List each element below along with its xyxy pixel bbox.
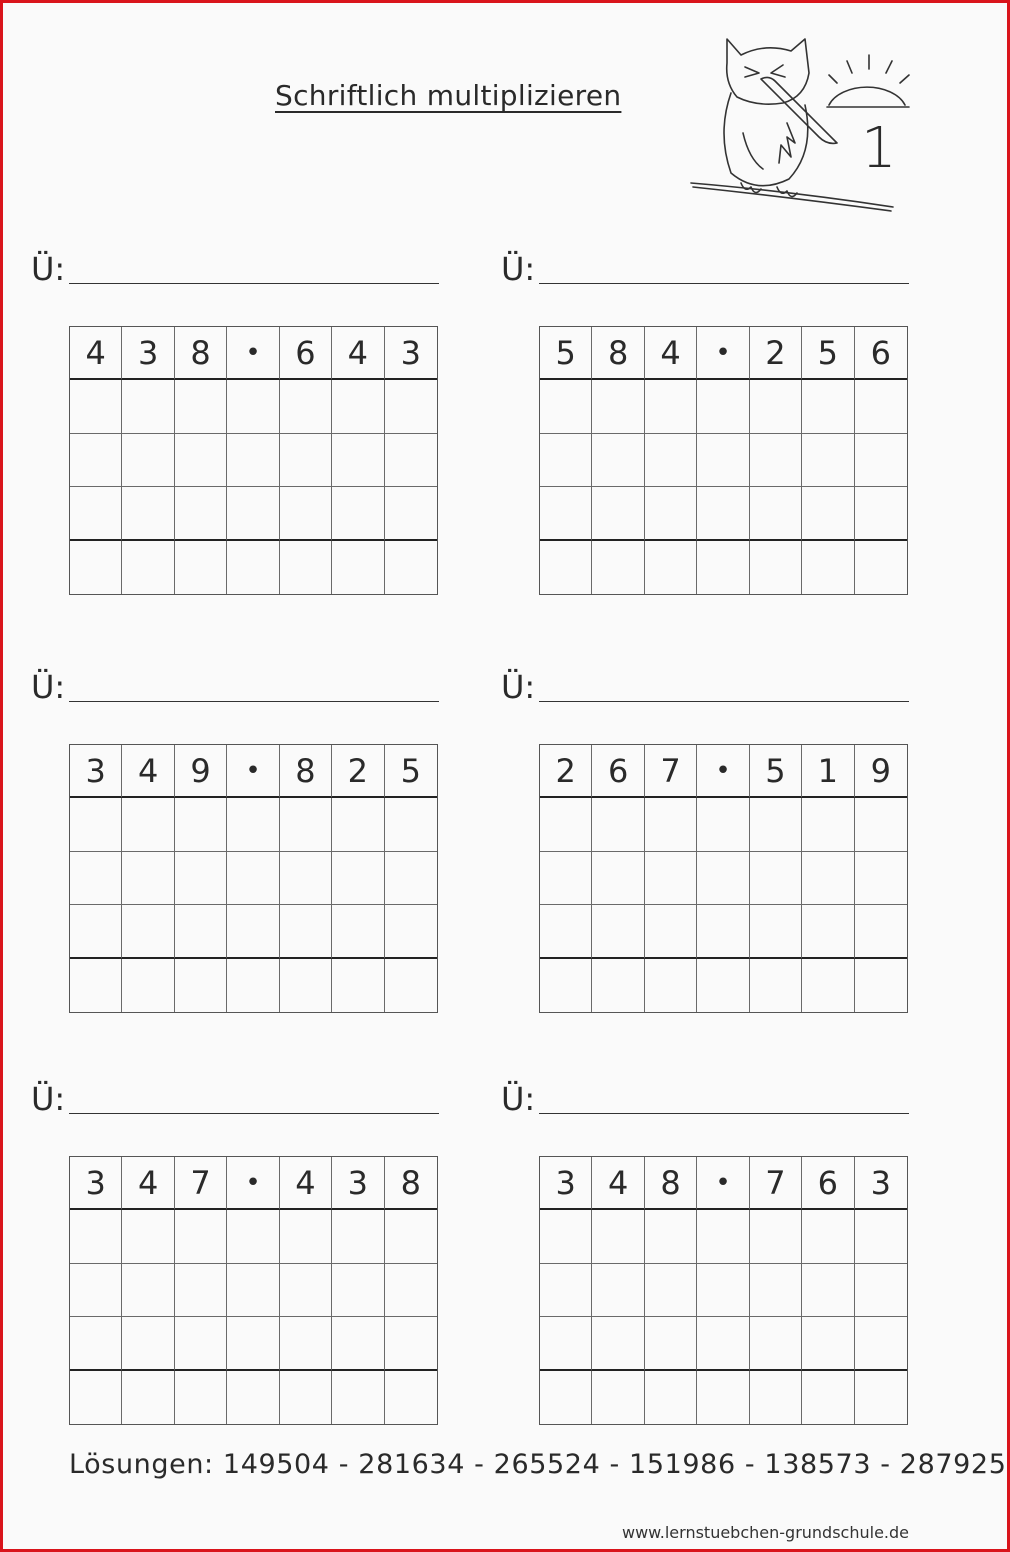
answer-cell[interactable] — [645, 852, 697, 905]
answer-cell[interactable] — [697, 487, 749, 540]
result-cell[interactable] — [70, 959, 122, 1012]
answer-cell[interactable] — [645, 798, 697, 851]
result-cell[interactable] — [175, 541, 227, 594]
result-cell[interactable] — [855, 541, 907, 594]
result-cell[interactable] — [802, 1371, 854, 1424]
answer-cell[interactable] — [70, 1210, 122, 1263]
answer-cell[interactable] — [592, 1317, 644, 1370]
answer-cell[interactable] — [385, 1210, 437, 1263]
answer-cell[interactable] — [280, 1264, 332, 1317]
answer-cell[interactable] — [122, 1264, 174, 1317]
answer-cell[interactable] — [540, 434, 592, 487]
task-grid-6 — [539, 1156, 908, 1425]
answer-cell[interactable] — [280, 905, 332, 958]
digit-cell: 6 — [592, 745, 644, 798]
answer-cell[interactable] — [750, 905, 802, 958]
answer-cell[interactable] — [227, 487, 279, 540]
result-cell[interactable] — [227, 1371, 279, 1424]
answer-cell[interactable] — [332, 434, 384, 487]
answer-cell[interactable] — [750, 487, 802, 540]
answer-cell[interactable] — [385, 380, 437, 433]
result-cell[interactable] — [540, 1371, 592, 1424]
answer-cell[interactable] — [280, 798, 332, 851]
answer-cell[interactable] — [592, 1264, 644, 1317]
answer-cell[interactable] — [122, 798, 174, 851]
result-cell[interactable] — [385, 541, 437, 594]
result-cell[interactable] — [332, 959, 384, 1012]
digit-cell: 3 — [385, 327, 437, 380]
answer-cell[interactable] — [855, 1210, 907, 1263]
task-grid-5 — [69, 1156, 438, 1425]
answer-cell[interactable] — [540, 1264, 592, 1317]
answer-cell[interactable] — [227, 1264, 279, 1317]
result-cell[interactable] — [592, 1371, 644, 1424]
digit-cell: 4 — [122, 1157, 174, 1210]
answer-cell[interactable] — [645, 905, 697, 958]
result-cell[interactable] — [280, 541, 332, 594]
digit-cell: 5 — [540, 327, 592, 380]
answer-cell[interactable] — [697, 798, 749, 851]
result-cell[interactable] — [70, 1371, 122, 1424]
answer-cell[interactable] — [697, 1317, 749, 1370]
answer-cell[interactable] — [70, 1264, 122, 1317]
result-cell[interactable] — [750, 1371, 802, 1424]
answer-cell[interactable] — [592, 1210, 644, 1263]
answer-cell[interactable] — [122, 1210, 174, 1263]
digit-cell: 4 — [592, 1157, 644, 1210]
solutions-line: Lösungen: 149504 - 281634 - 265524 - 151986 - 138573 - 287925 — [69, 1449, 1007, 1480]
answer-cell[interactable] — [385, 434, 437, 487]
answer-cell[interactable] — [645, 380, 697, 433]
digit-cell: 9 — [855, 745, 907, 798]
answer-cell[interactable] — [540, 1210, 592, 1263]
answer-cell[interactable] — [175, 380, 227, 433]
digit-cell: 4 — [332, 327, 384, 380]
digit-cell: 3 — [70, 745, 122, 798]
result-cell[interactable] — [540, 959, 592, 1012]
website-credit: www.lernstuebchen-grundschule.de — [621, 1523, 909, 1542]
result-cell[interactable] — [70, 541, 122, 594]
answer-cell[interactable] — [802, 1317, 854, 1370]
digit-cell: 8 — [175, 327, 227, 380]
answer-cell[interactable] — [802, 1210, 854, 1263]
answer-cell[interactable] — [70, 905, 122, 958]
answer-cell[interactable] — [280, 852, 332, 905]
answer-cell[interactable] — [122, 852, 174, 905]
answer-cell[interactable] — [750, 1210, 802, 1263]
check-answer-line[interactable] — [69, 701, 439, 702]
answer-cell[interactable] — [122, 380, 174, 433]
answer-cell[interactable] — [332, 798, 384, 851]
check-label: Ü: — [31, 1080, 66, 1118]
answer-cell[interactable] — [70, 380, 122, 433]
digit-cell: 7 — [175, 1157, 227, 1210]
answer-cell[interactable] — [802, 852, 854, 905]
digit-cell: 9 — [175, 745, 227, 798]
check-answer-line[interactable] — [539, 701, 909, 702]
answer-cell[interactable] — [750, 1264, 802, 1317]
answer-cell[interactable] — [385, 798, 437, 851]
answer-cell[interactable] — [332, 1210, 384, 1263]
digit-cell: 2 — [750, 327, 802, 380]
multiply-dot: • — [697, 1157, 749, 1210]
answer-cell[interactable] — [697, 434, 749, 487]
answer-cell[interactable] — [332, 380, 384, 433]
answer-cell[interactable] — [855, 798, 907, 851]
digit-cell: 5 — [750, 745, 802, 798]
result-cell[interactable] — [332, 541, 384, 594]
task-grid-2 — [539, 326, 908, 595]
worksheet-title: Schriftlich multiplizieren — [275, 79, 622, 112]
digit-cell: 2 — [332, 745, 384, 798]
result-cell[interactable] — [227, 541, 279, 594]
answer-cell[interactable] — [122, 487, 174, 540]
answer-cell[interactable] — [70, 434, 122, 487]
answer-cell[interactable] — [697, 380, 749, 433]
digit-cell: 7 — [645, 745, 697, 798]
result-cell[interactable] — [122, 959, 174, 1012]
multiply-dot: • — [697, 327, 749, 380]
multiply-dot: • — [227, 745, 279, 798]
digit-cell: 3 — [70, 1157, 122, 1210]
check-label: Ü: — [31, 250, 66, 288]
digit-cell: 8 — [592, 327, 644, 380]
answer-cell[interactable] — [802, 905, 854, 958]
digit-cell: 7 — [750, 1157, 802, 1210]
answer-cell[interactable] — [645, 1264, 697, 1317]
answer-cell[interactable] — [802, 380, 854, 433]
answer-cell[interactable] — [332, 487, 384, 540]
answer-cell[interactable] — [645, 487, 697, 540]
result-cell[interactable] — [645, 1371, 697, 1424]
answer-cell[interactable] — [697, 1210, 749, 1263]
sheet-number: 1 — [861, 116, 897, 181]
answer-cell[interactable] — [750, 798, 802, 851]
answer-cell[interactable] — [540, 905, 592, 958]
answer-cell[interactable] — [332, 905, 384, 958]
answer-cell[interactable] — [750, 380, 802, 433]
result-cell[interactable] — [332, 1371, 384, 1424]
answer-cell[interactable] — [645, 434, 697, 487]
multiply-dot: • — [227, 1157, 279, 1210]
answer-cell[interactable] — [280, 380, 332, 433]
answer-cell[interactable] — [122, 1317, 174, 1370]
answer-cell[interactable] — [175, 1210, 227, 1263]
answer-cell[interactable] — [385, 852, 437, 905]
multiply-dot: • — [697, 745, 749, 798]
result-cell[interactable] — [227, 959, 279, 1012]
answer-cell[interactable] — [592, 798, 644, 851]
digit-cell: 2 — [540, 745, 592, 798]
digit-cell: 6 — [802, 1157, 854, 1210]
answer-cell[interactable] — [855, 852, 907, 905]
check-answer-line[interactable] — [539, 1113, 909, 1114]
result-cell[interactable] — [802, 959, 854, 1012]
answer-cell[interactable] — [385, 1317, 437, 1370]
answer-cell[interactable] — [227, 798, 279, 851]
answer-cell[interactable] — [175, 487, 227, 540]
answer-cell[interactable] — [227, 434, 279, 487]
result-cell[interactable] — [802, 541, 854, 594]
digit-cell: 4 — [70, 327, 122, 380]
answer-cell[interactable] — [385, 487, 437, 540]
answer-cell[interactable] — [332, 1264, 384, 1317]
digit-cell: 4 — [122, 745, 174, 798]
digit-cell: 5 — [385, 745, 437, 798]
result-cell[interactable] — [385, 1371, 437, 1424]
task-grid-3 — [69, 744, 438, 1013]
task-grid-4 — [539, 744, 908, 1013]
answer-cell[interactable] — [540, 798, 592, 851]
answer-cell[interactable] — [855, 1317, 907, 1370]
result-cell[interactable] — [645, 959, 697, 1012]
answer-cell[interactable] — [70, 798, 122, 851]
result-cell[interactable] — [697, 959, 749, 1012]
answer-cell[interactable] — [750, 852, 802, 905]
answer-cell[interactable] — [645, 1317, 697, 1370]
check-label: Ü: — [501, 668, 536, 706]
answer-cell[interactable] — [280, 1210, 332, 1263]
digit-cell: 6 — [280, 327, 332, 380]
answer-cell[interactable] — [750, 434, 802, 487]
answer-cell[interactable] — [280, 487, 332, 540]
answer-cell[interactable] — [592, 434, 644, 487]
answer-cell[interactable] — [802, 798, 854, 851]
result-cell[interactable] — [175, 1371, 227, 1424]
result-cell[interactable] — [280, 959, 332, 1012]
answer-cell[interactable] — [332, 852, 384, 905]
task-grid-1 — [69, 326, 438, 595]
answer-cell[interactable] — [227, 380, 279, 433]
multiply-dot: • — [227, 327, 279, 380]
digit-cell: 3 — [332, 1157, 384, 1210]
result-cell[interactable] — [697, 541, 749, 594]
check-answer-line[interactable] — [539, 283, 909, 284]
answer-cell[interactable] — [175, 798, 227, 851]
result-cell[interactable] — [750, 959, 802, 1012]
answer-cell[interactable] — [227, 1210, 279, 1263]
digit-cell: 1 — [802, 745, 854, 798]
answer-cell[interactable] — [592, 487, 644, 540]
answer-cell[interactable] — [802, 1264, 854, 1317]
answer-cell[interactable] — [175, 1317, 227, 1370]
digit-cell: 8 — [645, 1157, 697, 1210]
digit-cell: 8 — [280, 745, 332, 798]
answer-cell[interactable] — [697, 1264, 749, 1317]
digit-cell: 3 — [540, 1157, 592, 1210]
digit-cell: 3 — [855, 1157, 907, 1210]
answer-cell[interactable] — [70, 1317, 122, 1370]
answer-cell[interactable] — [592, 905, 644, 958]
answer-cell[interactable] — [227, 852, 279, 905]
result-cell[interactable] — [592, 541, 644, 594]
answer-cell[interactable] — [697, 852, 749, 905]
check-label: Ü: — [31, 668, 66, 706]
digit-cell: 4 — [280, 1157, 332, 1210]
answer-cell[interactable] — [697, 905, 749, 958]
digit-cell: 5 — [802, 327, 854, 380]
answer-cell[interactable] — [802, 487, 854, 540]
check-label: Ü: — [501, 250, 536, 288]
answer-cell[interactable] — [227, 905, 279, 958]
answer-cell[interactable] — [855, 434, 907, 487]
digit-cell: 8 — [385, 1157, 437, 1210]
result-cell[interactable] — [592, 959, 644, 1012]
digit-cell: 6 — [855, 327, 907, 380]
answer-cell[interactable] — [540, 852, 592, 905]
answer-cell[interactable] — [280, 1317, 332, 1370]
answer-cell[interactable] — [540, 487, 592, 540]
answer-cell[interactable] — [332, 1317, 384, 1370]
answer-cell[interactable] — [280, 434, 332, 487]
result-cell[interactable] — [855, 959, 907, 1012]
answer-cell[interactable] — [645, 1210, 697, 1263]
result-cell[interactable] — [385, 959, 437, 1012]
result-cell[interactable] — [855, 1371, 907, 1424]
answer-cell[interactable] — [122, 434, 174, 487]
answer-cell[interactable] — [855, 380, 907, 433]
digit-cell: 4 — [645, 327, 697, 380]
check-answer-line[interactable] — [69, 1113, 439, 1114]
result-cell[interactable] — [122, 541, 174, 594]
result-cell[interactable] — [540, 541, 592, 594]
result-cell[interactable] — [280, 1371, 332, 1424]
answer-cell[interactable] — [175, 434, 227, 487]
answer-cell[interactable] — [855, 1264, 907, 1317]
answer-cell[interactable] — [227, 1317, 279, 1370]
answer-cell[interactable] — [855, 905, 907, 958]
check-label: Ü: — [501, 1080, 536, 1118]
answer-cell[interactable] — [802, 434, 854, 487]
answer-cell[interactable] — [70, 852, 122, 905]
digit-cell: 3 — [122, 327, 174, 380]
result-cell[interactable] — [175, 959, 227, 1012]
answer-cell[interactable] — [750, 1317, 802, 1370]
answer-cell[interactable] — [175, 905, 227, 958]
answer-cell[interactable] — [70, 487, 122, 540]
check-answer-line[interactable] — [69, 283, 439, 284]
answer-cell[interactable] — [385, 905, 437, 958]
answer-cell[interactable] — [592, 380, 644, 433]
answer-cell[interactable] — [540, 1317, 592, 1370]
answer-cell[interactable] — [540, 380, 592, 433]
answer-cell[interactable] — [175, 1264, 227, 1317]
answer-cell[interactable] — [175, 852, 227, 905]
answer-cell[interactable] — [122, 905, 174, 958]
result-cell[interactable] — [645, 541, 697, 594]
result-cell[interactable] — [750, 541, 802, 594]
result-cell[interactable] — [122, 1371, 174, 1424]
answer-cell[interactable] — [592, 852, 644, 905]
answer-cell[interactable] — [385, 1264, 437, 1317]
result-cell[interactable] — [697, 1371, 749, 1424]
answer-cell[interactable] — [855, 487, 907, 540]
